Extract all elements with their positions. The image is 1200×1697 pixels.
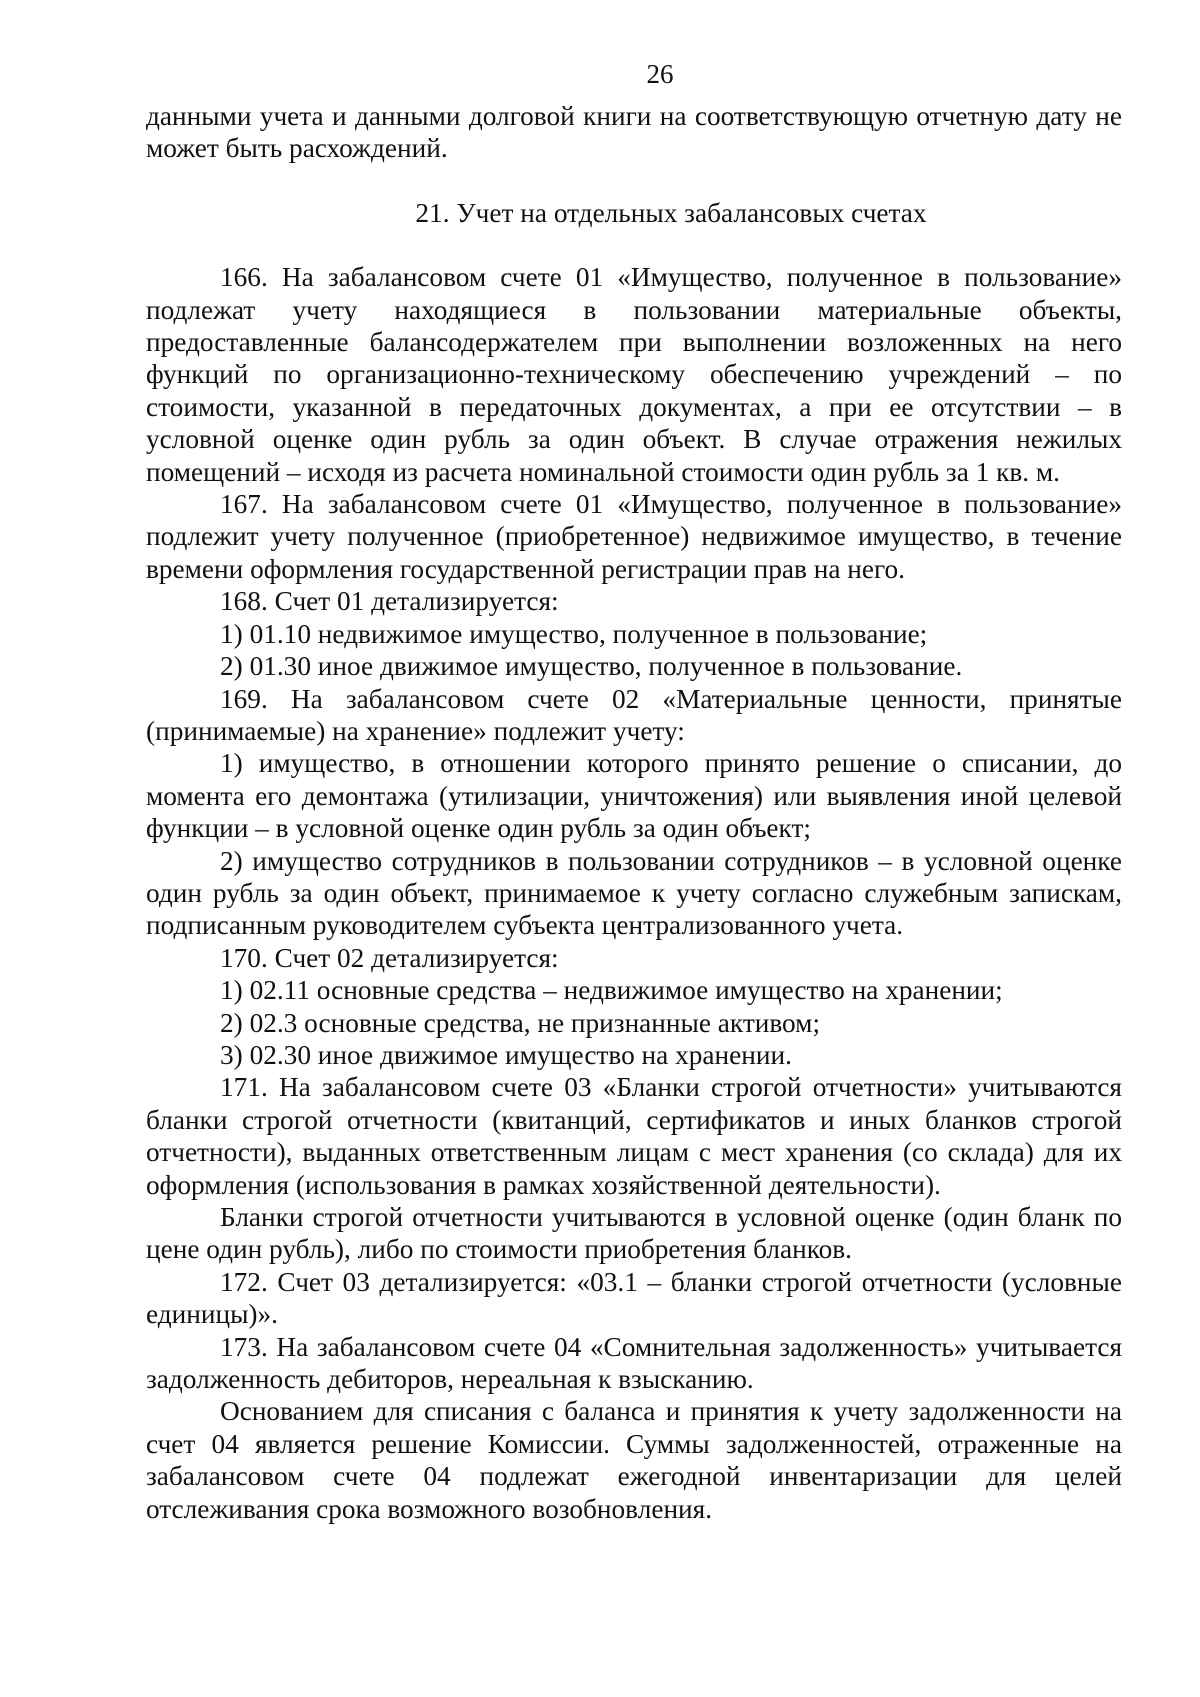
page-number: 26 <box>646 59 674 89</box>
paragraph-169: 169. На забалансовом счете 02 «Материальные ценности, принятые (принимаемые) на хранение» подлежит учету: <box>146 683 1122 746</box>
paragraph-173: 173. На забалансовом счете 04 «Сомнительная задолженность» учитывается задолженность дебиторов, нереальная к взысканию. <box>146 1331 1122 1395</box>
section-heading: 21. Учет на отдельных забалансовых счетах <box>415 197 927 228</box>
paragraph-173-note: Основанием для списания с баланса и принятия к учету задолженности на счет 04 является решение Комиссии. Суммы задолженностей, отраженные на забалансовом счете 04 подлежат ежегодной инвентаризации для целей отслеживания срока возможного возобновления. <box>146 1396 1122 1524</box>
paragraph-168: 168. Счет 01 детализируется: <box>220 586 559 617</box>
paragraph-166: 166. На забалансовом счете 01 «Имущество, полученное в пользование» подлежат учету находящиеся в пользовании материальные объекты, предоставленные балансодержателем при выполнении возложенных на него функций по организационно-техническому обеспечению учреждений – по стоимости, указанной в передаточных документах, а при ее отсутствии – в условной оценке один рубль за один объект. В случае отражения нежилых помещений – исходя из расчета номинальной стоимости один рубль за 1 кв. м. <box>146 262 1122 487</box>
list-item-168-1: 1) 01.10 недвижимое имущество, полученное в пользование; <box>220 618 928 649</box>
list-item-169-2: 2) имущество сотрудников в пользовании сотрудников – в условной оценке один рубль за один объект, принимаемое к учету согласно служебным запискам, подписанным руководителем субъекта централизованного учета. <box>146 845 1122 941</box>
list-item-170-1: 1) 02.11 основные средства – недвижимое имущество на хранении; <box>220 975 1003 1006</box>
paragraph-167: 167. На забалансовом счете 01 «Имущество, полученное в пользование» подлежит учету полученное (приобретенное) недвижимое имущество, в течение времени оформления государственной регистрации прав на него. <box>146 489 1122 584</box>
list-item-169-1: 1) имущество, в отношении которого принято решение о списании, до момента его демонтажа (утилизации, уничтожения) или выявления иной целевой функции – в условной оценке один рубль за один объект; <box>146 748 1122 844</box>
paragraph-172: 172. Счет 03 детализируется: «03.1 – бланки строгой отчетности (условные единицы)». <box>146 1266 1122 1330</box>
paragraph-continuation: данными учета и данными долговой книги на соответствующую отчетную дату не может быть расхождений. <box>146 101 1122 164</box>
paragraph-170: 170. Счет 02 детализируется: <box>220 942 559 973</box>
list-item-170-2: 2) 02.3 основные средства, не признанные активом; <box>220 1007 821 1038</box>
list-item-168-2: 2) 01.30 иное движимое имущество, полученное в пользование. <box>220 651 963 682</box>
paragraph-171-note: Бланки строгой отчетности учитываются в условной оценке (один бланк по цене один рубль), либо по стоимости приобретения бланков. <box>146 1202 1122 1265</box>
paragraph-171: 171. На забалансовом счете 03 «Бланки строгой отчетности» учитываются бланки строгой отчетности (квитанций, сертификатов и иных бланков строгой отчетности), выданных ответственным лицам с мест хранения (со склада) для их оформления (использования в рамках хозяйственной деятельности). <box>146 1072 1122 1200</box>
list-item-170-3: 3) 02.30 иное движимое имущество на хранении. <box>220 1039 792 1070</box>
